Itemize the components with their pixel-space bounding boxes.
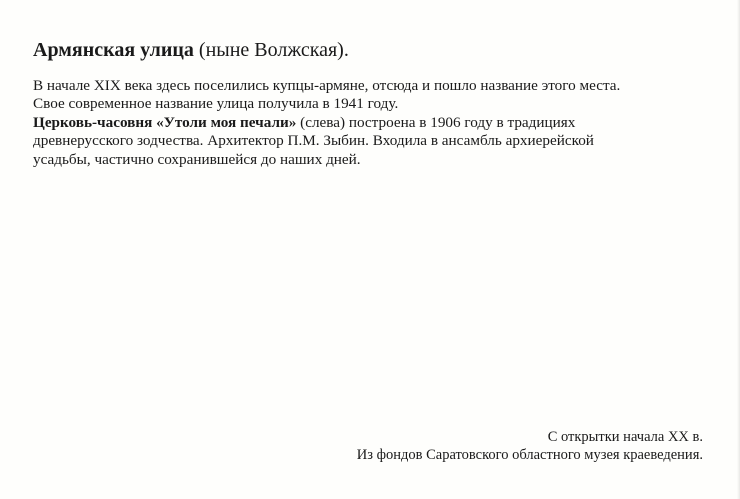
heading: [33, 38, 349, 62]
description-line: Свое современное название улица получила в 1941 году.: [33, 95, 399, 113]
heading-current-name: (ныне Волжская).: [193, 39, 349, 61]
church-name: Церковь-часовня «Утоли моя печали»: [33, 113, 297, 131]
source-credits: [357, 428, 703, 464]
description-line: В начале XIX века здесь поселились купцы-армяне, отсюда и пошло название этого места.: [33, 77, 621, 94]
church-description: (слева) построена в 1906 году в традициях: [296, 113, 576, 131]
credit-line: С открытки начала XX в.: [547, 429, 703, 445]
heading-street-name: Армянская улица: [33, 39, 194, 61]
description-line: усадьбы, частично сохранившейся до наших дней.: [33, 150, 361, 168]
credit-line: Из фондов Саратовского областного музея краеведения.: [356, 447, 703, 463]
description-line: древнерусского зодчества. Архитектор П.М. Зыбин. Входила в ансамбль архиерейской: [33, 132, 594, 150]
description-line: [33, 114, 723, 132]
description: [33, 77, 723, 169]
